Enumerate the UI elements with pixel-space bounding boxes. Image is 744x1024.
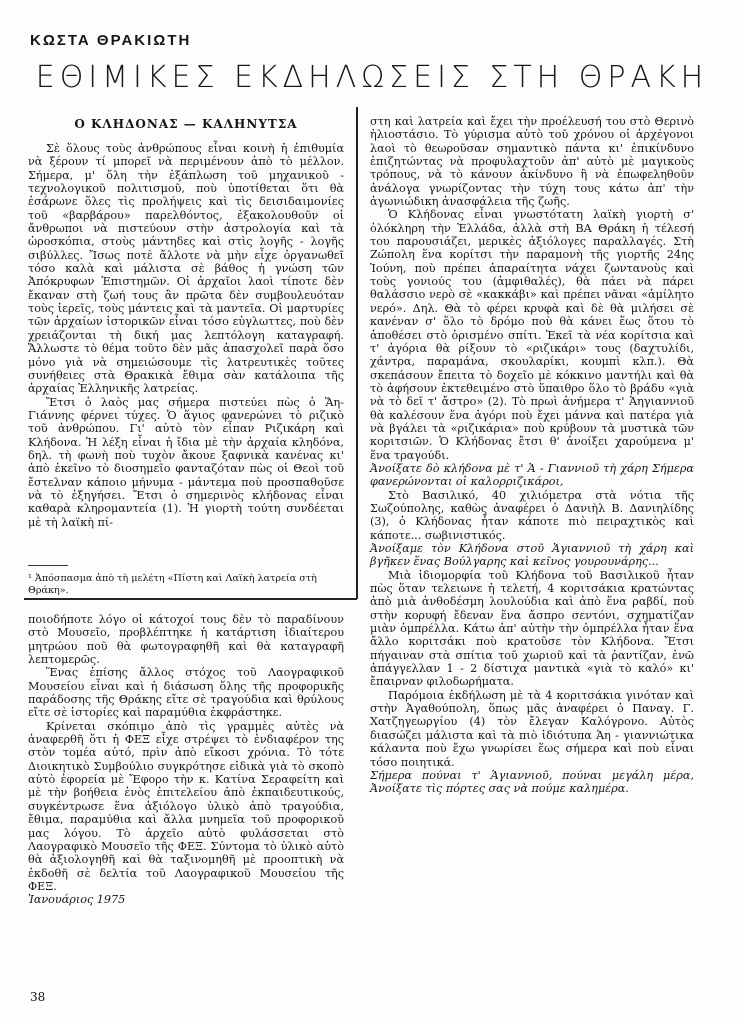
- section-heading: Ο ΚΛΗΔΟΝΑΣ — ΚΑΛΗΝΥΤΣΑ: [74, 117, 298, 131]
- paragraph: Στὸ Βασιλικό, 40 χιλιόμετρα στὰ νότια τῆς Σωζούπολης, καθὼς ἀναφέρει ὁ Δανιὴλ Β. Δανιηλίδης (3), ὁ Κλήδονας ἦταν κάποτε πιὸ πειραχτικὸς καὶ κάποτε... σωβινιστικός.: [370, 488, 694, 542]
- box-border-right: [356, 107, 358, 599]
- footnote: ¹ Ἀπόσπασμα ἀπὸ τὴ μελέτη «Πίστη καὶ Λαϊκὴ λατρεία στὴ Θράκη».: [28, 573, 317, 596]
- article-title: ΕΘΙΜΙΚΕΣ ΕΚΔΗΛΩΣΕΙΣ ΣΤΗ ΘΡΑΚΗ: [35, 60, 709, 95]
- verse-quote: Σήμερα πούναι τ' Ἁγιαννιοῦ, πούναι μεγάλη μέρα, Ἀνοίξατε τὶς πόρτες σας νὰ πούμε καλημέρα.: [370, 768, 694, 796]
- paragraph: Σὲ ὅλους τοὺς ἀνθρώπους εἶναι κοινὴ ἡ ἐπιθυμία νὰ ξέρουν τί μπορεῖ νὰ περιμένουν ἀπὸ τὸ μέλλον. Σήμερα, μ' ὅλη τὴν ἐξάπλωση τοῦ μηχανικοῦ - τεχνολογικοῦ πολιτισμοῦ, ποὺ ὑποτίθεται ὅτι θὰ ἐσάρωνε ὅλες τὶς προλήψεις καὶ τὶς δεισιδαιμονίες τοῦ «βαρβάρου» παρελθόντος, ἐξακολουθοῦν οἱ ἄνθρωποι νὰ πιστεύουν στὴν ἀστρολογία καὶ τὰ ὡροσκόπια, στοὺς μάντηδες καὶ στὶς λογῆς - λογῆς σιβύλλες. Ἴσως ποτὲ ἄλλοτε νὰ μὴν εἶχε ὀργανωθεῖ τόσο καλὰ καὶ μάλιστα σὲ βάθος ἡ γνώση τῶν Ἀπόκρυφων Ἐπιστημῶν. Οἱ ἀρχαῖοι λαοὶ τίποτε δὲν ἔκαναν στὴ ζωή τους ἂν πρῶτα δὲν συμβουλευόταν τοὺς ἱερεῖς, τοὺς μάντεις καὶ τὰ μαντεῖα. Οἱ μαρτυρίες τῶν ἀρχαίων ἱστορικῶν εἶναι τόσο εὐγλωττες, ποὺ δὲν χρειάζονται τὴ δική μας λεπτόλογη καταγραφή. Ἄλλωστε τὸ θέμα τοῦτο δὲν μᾶς ἀπασχολεῖ παρὰ ὅσο μόνο γιὰ νὰ σημειώσουμε τὶς λατρευτικὲς τοῦτες συνήθειες στὰ Θρακικὰ ἔθιμα σὰν κατάλοιπα τῆς ἀρχαίας Ἑλληνικῆς λατρείας.: [28, 142, 344, 396]
- paragraph: Ἔτσι ὁ λαὸς μας σήμερα πιστεύει πὼς ὁ Ἅη-Γιάννης φέρνει τύχες. Ὁ ἅγιος φανερώνει τὸ ριζικὸ τοῦ ἀνθρώπου. Γι' αὐτὸ τὸν εἶπαν Ριζικάρη καὶ Κλήδονα. Ἡ λέξη εἶναι ἡ ἴδια μὲ τὴν ἀρχαία κληδόνα, δηλ. τὴ φωνὴ ποὺ τυχὸν ἄκουε ξαφνικὰ κανένας κι' ἀπὸ ἐκεῖνο τὸ διοσημεῖο φανταζόταν πὼς οἱ Θεοὶ τοῦ ἔστελναν κάποιο μήνυμα - μάντεμα ποὺ προσπαθοῦσε νὰ τὸ ἐξηγήσει. Ἔτσι ὁ σημερινὸς κλήδονας εἶναι καθαρὰ κληρομαντεία (1). Ἡ γιορτὴ τούτη συνδέεται μὲ τὴ λαϊκὴ πί-: [28, 395, 344, 529]
- paragraph: στη καὶ λατρεία καὶ ἔχει τὴν προέλευσή του στὸ Θερινὸ ἡλιοστάσιο. Τὸ γύρισμα αὐτὸ τοῦ χρόνου οἱ ἀρχέγονοι λαοὶ τὸ θεωροῦσαν σημαντικὸ πάντα κι' ἐπικίνδυνο ἐπιζητώντας νὰ προφυλαχτοῦν ἀπ' αὐτὸ μὲ μαγικοὺς τρόπους, νὰ τὸ κάνουν ἀκίνδυνο ἢ νὰ ἐπωφεληθοῦν ἀνάλογα γνωρίζοντας τὴν τύχη τους κάτω ἀπ' τὴν ἀγωνιώδικη ἀνασφάλεια τῆς ζωῆς.: [370, 115, 694, 209]
- left-column-bottom: [28, 613, 344, 907]
- paragraph: Ὁ Κλήδονας εἶναι γνωστότατη λαϊκὴ γιορτὴ σ' ὁλόκληρη τὴν Ἑλλάδα, ἀλλὰ στὴ ΒΑ Θράκη ἡ τέλεσή του παρουσιάζει, μερικὲς ἀξιόλογες παραλλαγές. Στὴ Ζώπολη ἕνα κορίτσι τὴν παραμονὴ τῆς γιορτῆς 24ης Ἰούνη, ποὺ πρέπει ἀπαραίτητα νάχει ζωντανοὺς καὶ τοὺς γονιούς του (ἀμφιθαλές), θὰ πάει νὰ πάρει θαλάσσιο νερὸ σὲ «κακκάβι» καὶ πρέπει νᾶναι «ἀμίλητο νερό». Δηλ. Θὰ τὸ φέρει κρυφὰ καὶ δὲ θὰ μιλήσει σὲ κανέναν σ' ὅλο τὸ δρόμο ποὺ θὰ κάνει ἕως ὅτου τὸ ἀποθέσει στὸ ὁρισμένο σπίτι. Ἐκεῖ τὰ νέα κορίτσια καὶ τ' ἀγόρια θὰ ρίξουν τὸ «ριζικάρι» τους (δαχτυλίδι, χάντρα, παραμάνα, σκουλαρίκι, κουμπὶ κλπ.). Θὰ σκεπάσουν ἔπειτα τὸ δοχεῖο μὲ κόκκινο μαντήλι καὶ θὰ τὸ ἀφήσουν ἐκτεθειμένο στὸ ὕπαιθρο ὅλο τὸ βράδυ «γιὰ νὰ τὸ δεῖ τ' ἄστρο» (2). Τὸ πρωὶ ἀνήμερα τ' Ἁηγιαννιοῦ θὰ καλέσουν ἕνα ἀγόρι ποὺ ἔχει μάννα καὶ πατέρα γιὰ νὰ βγάλει τὰ «ριζικάρια» ποὺ κρύβουν τὰ μυστικὰ τῶν κοριτσιῶν. Ὁ Κλήδονας ἔτσι θ' ἀνοίξει χαρούμενα μ' ἕνα τραγούδι.: [370, 208, 694, 462]
- author-name: ΚΩΣΤΑ ΘΡΑΚΙΩΤΗ: [30, 32, 192, 49]
- date-line: Ἰανουάριος 1975: [28, 893, 126, 907]
- verse-quote: Ἀνοίξαμε τὸν Κλήδονα στοῦ Ἁγιαννιοῦ τὴ χάρη καὶ βγῆκεν ἕνας Βούλγαρης καὶ κεῖνος γουρουνάρης...: [370, 542, 694, 569]
- left-column-top: [28, 142, 344, 529]
- right-column: [370, 115, 694, 796]
- page-number: 38: [30, 990, 46, 1004]
- paragraph: Ἕνας ἐπίσης ἄλλος στόχος τοῦ Λαογραφικοῦ Μουσείου εἶναι καὶ ἡ διάσωση ὅλης τῆς προφορικῆς παράδοσης τῆς Θράκης εἴτε σὲ τραγούδια καὶ θρύλους εἴτε σὲ ἱστορίες καὶ παραμύθια ἐκφράστηκε.: [28, 666, 344, 720]
- paragraph: Μιὰ ἰδιομορφία τοῦ Κλήδονα τοῦ Βασιλικοῦ ἦταν πὼς ὅταν τελειωνε ἡ τελετή, 4 κοριτσάκια κρατώντας ἀπὸ μιὰ ἀνθοδέσμη λουλούδια καὶ ἀπὸ ἕνα ραβδί, ποὺ στὴν κορυφή ἔδεναν ἕνα ἄσπρο σεντόνι, σχηματίζαν μιὰν ὀμπρέλλα. Κάτω ἀπ' αὐτὴν τὴν ὀμπρέλλα ἦταν ἕνα ἄλλο κοριτσάκι ποὺ κρατοῦσε τὸν Κλήδονα. Ἔτσι πήγαιναν στὰ σπίτια τοῦ χωριοῦ καὶ τὰ ῥαντίζαν, ἐνῶ ἀπάγγελλαν 1 - 2 δίστιχα μαντικὰ «γιὰ τὸ καλό» κι' ἔπαιρναν φιλοδωρήματα.: [370, 568, 694, 689]
- footnote-rule: [28, 565, 68, 566]
- paragraph: Παρόμοια ἐκδήλωση μὲ τὰ 4 κοριτσάκια γινόταν καὶ στὴν Ἀγαθούπολη, ὅπως μᾶς ἀναφέρει ὁ Παναγ. Γ. Χατζηγεωργίου (4) τὸν ἔλεγαν Καλόγρονο. Αὐτὸς διασώζει μάλιστα καὶ τὰ πιὸ ἰδιότυπα Ἁη - γιαννιώτικα κάλαντα ποὺ ἔχω γνωρίσει ἕως σήμερα καὶ ποὺ εἶναι τόσο ποιητικά.: [370, 688, 694, 769]
- paragraph: Κρίνεται σκόπιμο ἀπὸ τὶς γραμμὲς αὐτὲς νὰ ἀναφερθῆ ὅτι ἡ ΦΕΞ εἶχε στρέψει τὸ ἐνδιαφέρον της στὸν τομέα αὐτό, πρὶν ἀπὸ εἴκοσι χρόνια. Τὸ τότε Διοικητικὸ Συμβούλιο συγκρότησε εἰδικὰ γιὰ τὸ σκοπὸ αὐτὸ ἐφορεία μὲ Ἔφορο τὴν κ. Κατίνα Σεραφείτη καὶ μὲ τὴν βοήθεια ἑνὸς ἐπιτελείου ἀπὸ ἐκπαιδευτικούς, συγκέντρωσε ἕνα ἀξιόλογο ὑλικὸ ἀπὸ τραγούδια, ἔθιμα, παραμύθια καὶ ἄλλα μνημεῖα τοῦ προφορικοῦ μας λόγου. Τὸ ἀρχεῖο αὐτὸ φυλάσσεται στὸ Λαογραφικὸ Μουσεῖο τῆς ΦΕΞ. Σύντομα τὸ ὑλικὸ αὐτὸ θὰ ἀξιολογηθῆ καὶ θὰ ταξινομηθῆ μὲ προοπτικὴ νὰ ἐκδοθῆ σὲ δελτία τοῦ Λαογραφικοῦ Μουσείου τῆς ΦΕΞ.: [28, 719, 344, 893]
- verse-quote: Ἀνοίξατε δὸ κλήδονα μὲ τ' Ἁ - Γιαννιοῦ τὴ χάρη Σήμερα φανερώνονται οἱ καλορριζικάροι,: [370, 461, 694, 489]
- paragraph: ποιοδήποτε λόγο οἱ κάτοχοί τους δὲν τὸ παραδίνουν στὸ Μουσεῖο, προβλέπτηκε ἡ κατάρτιση ἰδιαίτερου μητρώου ποῦ θὰ φωτογραφηθῆ καὶ θὰ καταγραφῆ λεπτομερῶς.: [28, 613, 344, 667]
- box-border-bottom: [24, 598, 357, 600]
